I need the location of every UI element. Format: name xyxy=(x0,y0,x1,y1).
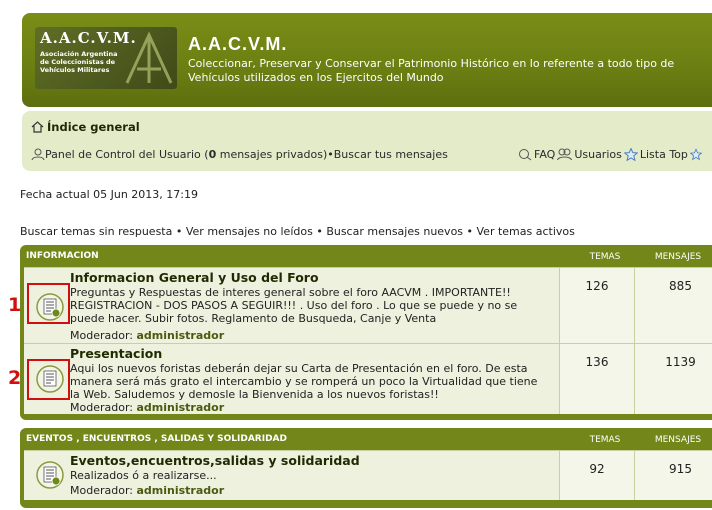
category-header xyxy=(24,245,712,267)
column-header-topics: TEMAS xyxy=(589,252,621,262)
pm-count: 0 xyxy=(208,148,217,161)
moderator-link[interactable]: administrador xyxy=(136,484,225,497)
user-icon xyxy=(31,148,45,161)
logo-emblem-icon xyxy=(123,29,175,87)
forum-description: Preguntas y Respuestas de interes general sobre el foro AACVM . IMPORTANTE!! REGISTRACION - DOS PASOS A SEGUIR!!! . Uso del foro . Lo que se puede y no se puede hacer. Subir fotos. Reglamento de Busqueda, Canje y Venta xyxy=(70,286,518,325)
forum-topics-count: 136 xyxy=(559,344,634,414)
forum-topics-count: 92 xyxy=(559,451,634,500)
forum-moderator: Moderador: administrador xyxy=(70,329,225,342)
faq-icon xyxy=(518,148,532,161)
forum-title-link[interactable]: Informacion General y Uso del Foro xyxy=(70,270,319,285)
logo-title: A.A.C.V.M. xyxy=(40,29,137,47)
active-topics-link[interactable]: Ver temas activos xyxy=(476,225,575,238)
users-link[interactable]: Usuarios xyxy=(574,148,622,161)
logo-subtitle: Asociación Argentina de Coleccionistas de Vehículos Militares xyxy=(40,50,118,74)
forum-posts-count: 885 xyxy=(634,268,712,343)
site-header xyxy=(22,13,712,107)
forum-description: Aqui los nuevos foristas deberán dejar su Carta de Presentación en el foro. De esta manera será más grato el intercambio y se romperá un poco la Virtualidad que tiene la Web. Saludemos y demosle la Bienvenida a los nuevos foristas!! xyxy=(70,362,538,401)
site-title: A.A.C.V.M. xyxy=(188,34,288,54)
forum-description: Realizados ó a realizarse... xyxy=(70,469,217,482)
star-icon xyxy=(624,148,638,161)
faq-link[interactable]: FAQ xyxy=(534,148,556,161)
category-informacion xyxy=(20,245,712,420)
forum-title-link[interactable]: Eventos,encuentros,salidas y solidaridad xyxy=(70,453,360,468)
moderator-link[interactable]: administrador xyxy=(136,329,225,342)
forum-row xyxy=(24,343,712,414)
users-icon xyxy=(557,148,572,161)
unanswered-topics-link[interactable]: Buscar temas sin respuesta xyxy=(20,225,173,238)
forum-moderator: Moderador: administrador xyxy=(70,484,225,497)
user-nav: Panel de Control del Usuario (0 mensajes privados) • Buscar tus mensajes xyxy=(31,148,448,161)
star-icon xyxy=(690,148,702,161)
index-link[interactable] xyxy=(31,120,140,134)
annotation-box-1 xyxy=(27,283,70,324)
category-header xyxy=(24,428,712,450)
forum-posts-count: 915 xyxy=(634,451,712,500)
new-posts-link[interactable]: Buscar mensajes nuevos xyxy=(326,225,464,238)
category-title[interactable]: EVENTOS , ENCUENTROS , SALIDAS Y SOLIDARIDAD xyxy=(26,434,287,444)
column-header-topics: TEMAS xyxy=(589,435,621,445)
navbar xyxy=(22,111,712,171)
forum-read-icon[interactable] xyxy=(35,460,65,490)
quick-links: Buscar temas sin respuesta • Ver mensajes no leídos • Buscar mensajes nuevos • Ver temas activos xyxy=(20,225,575,238)
moderator-link[interactable]: administrador xyxy=(136,401,225,414)
search-own-posts-link[interactable]: Buscar tus mensajes xyxy=(333,148,448,161)
annotation-box-2 xyxy=(27,359,70,400)
category-eventos xyxy=(20,428,712,508)
forum-topics-count: 126 xyxy=(559,268,634,343)
site-description: Coleccionar, Preservar y Conservar el Patrimonio Histórico en lo referente a todo tipo de Vehículos utilizados en los Ejercitos del Mundo xyxy=(188,57,675,84)
forum-title-link[interactable]: Presentacion xyxy=(70,346,163,361)
forum-row xyxy=(24,267,712,343)
category-title[interactable]: INFORMACION xyxy=(26,251,99,261)
column-header-posts: MENSAJES xyxy=(654,252,702,262)
forum-row xyxy=(24,450,712,500)
home-icon xyxy=(31,121,44,133)
top-list-link[interactable]: Lista Top xyxy=(639,148,688,161)
index-link-label: Índice general xyxy=(47,120,140,134)
unread-posts-link[interactable]: Ver mensajes no leídos xyxy=(185,225,313,238)
annotation-marker-1: 1 xyxy=(8,294,22,316)
ucp-link[interactable]: Panel de Control del Usuario (0 mensajes privados) xyxy=(45,148,328,161)
current-date: Fecha actual 05 Jun 2013, 17:19 xyxy=(20,188,198,201)
column-header-posts: MENSAJES xyxy=(654,435,702,445)
annotation-marker-2: 2 xyxy=(8,367,22,389)
forum-posts-count: 1139 xyxy=(634,344,712,414)
forum-moderator: Moderador: administrador xyxy=(70,401,225,414)
site-logo[interactable] xyxy=(35,27,177,89)
board-nav xyxy=(518,148,702,161)
